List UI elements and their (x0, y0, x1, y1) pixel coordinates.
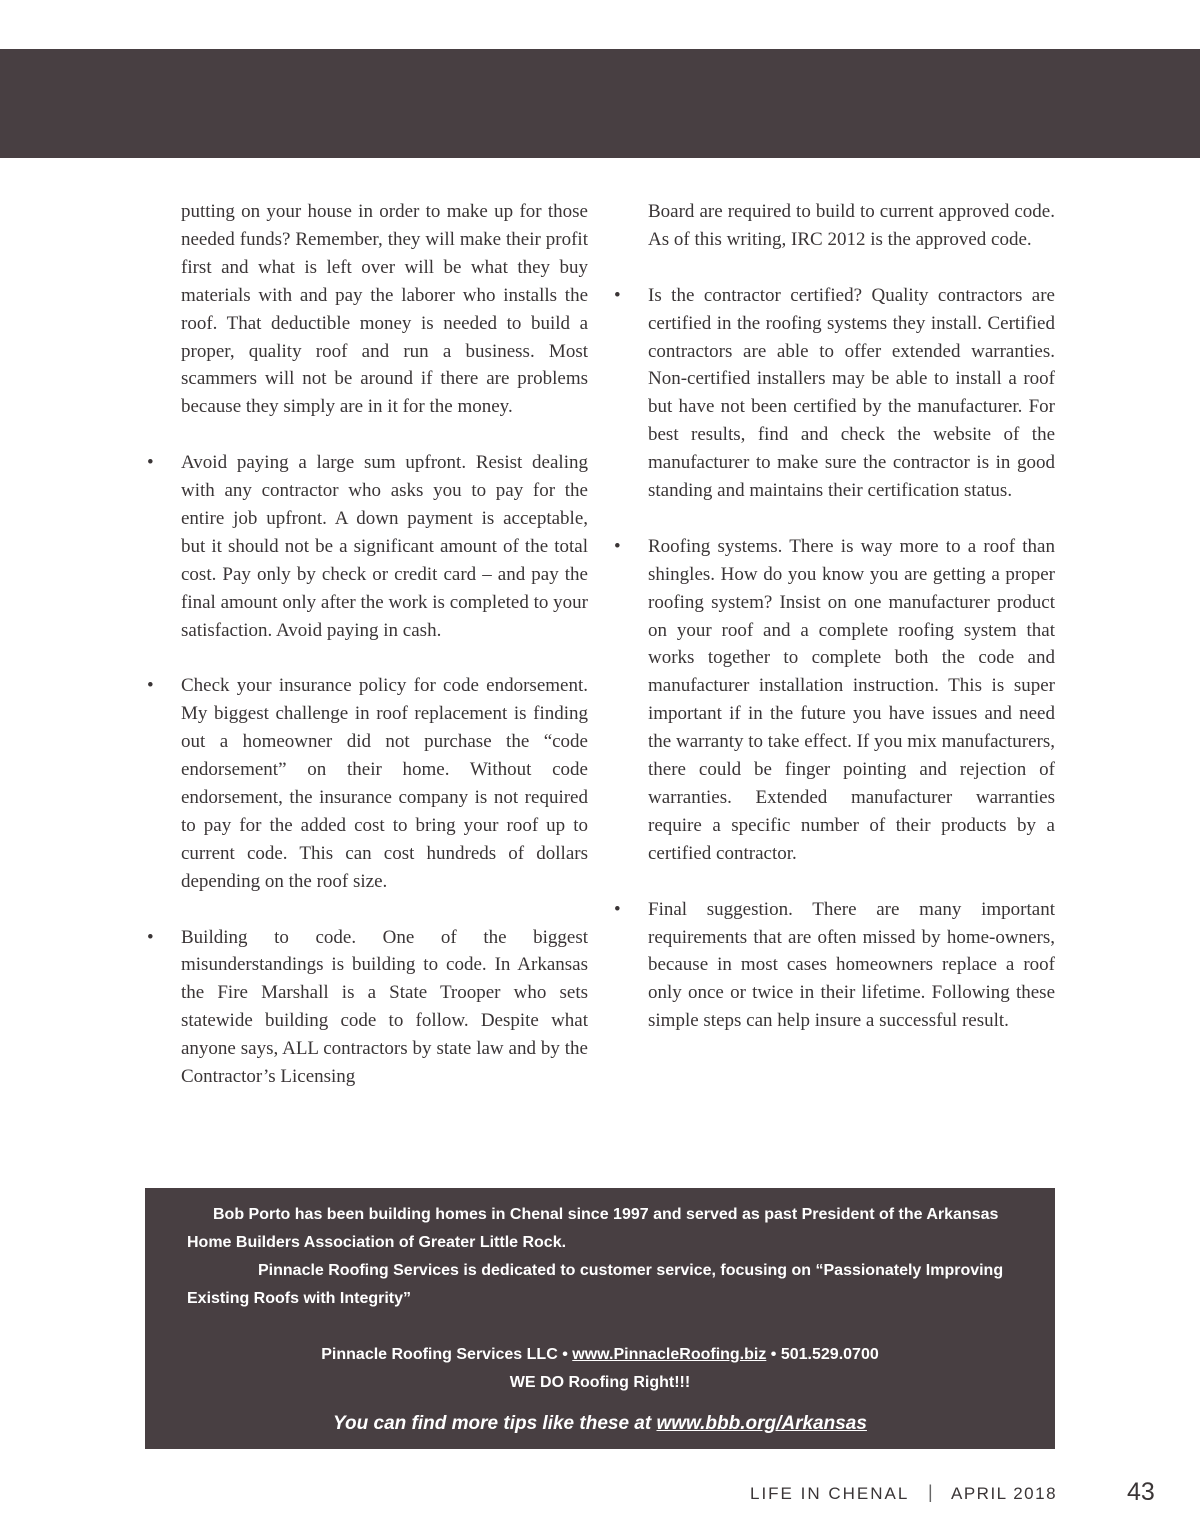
continued-paragraph (648, 198, 1055, 254)
slogan: WE DO Roofing Right!!! (509, 1374, 691, 1391)
bullet-marker: • (147, 675, 154, 697)
contact-line (145, 1341, 1055, 1369)
paragraph-text: Is the contractor certified? Quality contractors are certified in the roofing systems they install. Certified contractors are able to offer extended warranties. Non-certified installers may be able to install a roof but have not been certified by the manufacturer. For best results, find and check the website of the manufacturer to make sure the contractor is in good standing and maintains their certification status. (648, 284, 1055, 502)
company-line-2: Existing Roofs with Integrity” (187, 1290, 412, 1307)
bullet-marker: • (614, 284, 621, 306)
contact-separator: • (562, 1346, 568, 1363)
publication-name: LIFE IN CHENAL (750, 1484, 910, 1503)
bbb-link[interactable]: www.bbb.org/Arkansas (656, 1413, 867, 1434)
contact-phone: 501.529.0700 (780, 1346, 879, 1363)
tips-prefix: You can find more tips like these at (333, 1413, 652, 1434)
paragraph-text: Building to code. One of the biggest misunderstandings is building to code. In Arkansas the Fire Marshall is a State Trooper who sets statewide building code to follow. Despite what anyone says, ALL contractors by state law and by the Contractor’s Licensing (181, 926, 588, 1088)
bullet-marker: • (614, 535, 621, 557)
author-bio-box (145, 1188, 1055, 1449)
article-column-left (147, 198, 588, 1119)
top-color-band (0, 49, 1200, 158)
paragraph-text: Roofing systems. There is way more to a roof than shingles. How do you know you are getting a proper roofing system? Insist on one manufacturer product on your roof and a complete roofing system that works together to complete both the code and manufacturer installation instruction. This is super important if in the future you have issues and need the warranty to take effect. If you mix manufacturers, there could be finger pointing and rejection of warranties. Extended manufacturer warranties require a specific number of their products by a certified contractor. (648, 535, 1055, 864)
issue-date: APRIL 2018 (951, 1484, 1058, 1503)
bullet-paragraph (614, 896, 1055, 1036)
footer-separator: | (928, 1482, 933, 1502)
paragraph-text: putting on your house in order to make up for those needed funds? Remember, they will make their profit first and what is left over will be what they buy materials with and pay the laborer who installs the roof. That deductible money is needed to build a proper, quality roof and run a business. Most scammers will not be around if there are problems because they simply are in it for the money. (181, 201, 588, 418)
bio-line-1: Bob Porto has been building homes in Chenal since 1997 and served as past President of the Arkansas (213, 1206, 999, 1223)
paragraph-text: Final suggestion. There are many important requirements that are often missed by home-owners, because in most cases homeowners replace a roof only once or twice in their lifetime. Following these simple steps can help insure a successful result. (648, 898, 1055, 1032)
bullet-marker: • (147, 452, 154, 474)
paragraph-text: Check your insurance policy for code endorsement. My biggest challenge in roof replacement is finding out a homeowner did not purchase the “code endorsement” on their home. Without code endorsement, the insurance company is not required to pay for the added cost to bring your roof up to current code. This can cost hundreds of dollars depending on the roof size. (181, 675, 588, 892)
bullet-paragraph (147, 449, 588, 644)
bullet-marker: • (147, 926, 154, 948)
bullet-paragraph (614, 282, 1055, 505)
page-number: 43 (1127, 1478, 1155, 1506)
bullet-paragraph (147, 672, 588, 895)
paragraph-text: Board are required to build to current approved code. As of this writing, IRC 2012 is the approved code. (648, 201, 1055, 250)
bullet-paragraph (147, 924, 588, 1091)
contact-separator-2: • (770, 1346, 777, 1363)
bio-line-2: Home Builders Association of Greater Little Rock. (187, 1234, 567, 1251)
tips-line (145, 1410, 1055, 1438)
contact-company: Pinnacle Roofing Services LLC (321, 1346, 558, 1363)
continued-paragraph (181, 198, 588, 421)
article-column-right (614, 198, 1055, 1063)
website-link[interactable]: www.PinnacleRoofing.biz (572, 1346, 767, 1363)
paragraph-text: Avoid paying a large sum upfront. Resist dealing with any contractor who asks you to pay for the entire job upfront. A down payment is acceptable, but it should not be a significant amount of the total cost. Pay only by check or credit card – and pay the final amount only after the work is completed to your satisfaction. Avoid paying in cash. (181, 452, 588, 641)
bullet-paragraph (614, 533, 1055, 868)
page-footer (0, 1478, 1200, 1512)
company-line-1: Pinnacle Roofing Services is dedicated to customer service, focusing on “Passionately Improving (258, 1262, 1004, 1279)
bullet-marker: • (614, 898, 621, 920)
